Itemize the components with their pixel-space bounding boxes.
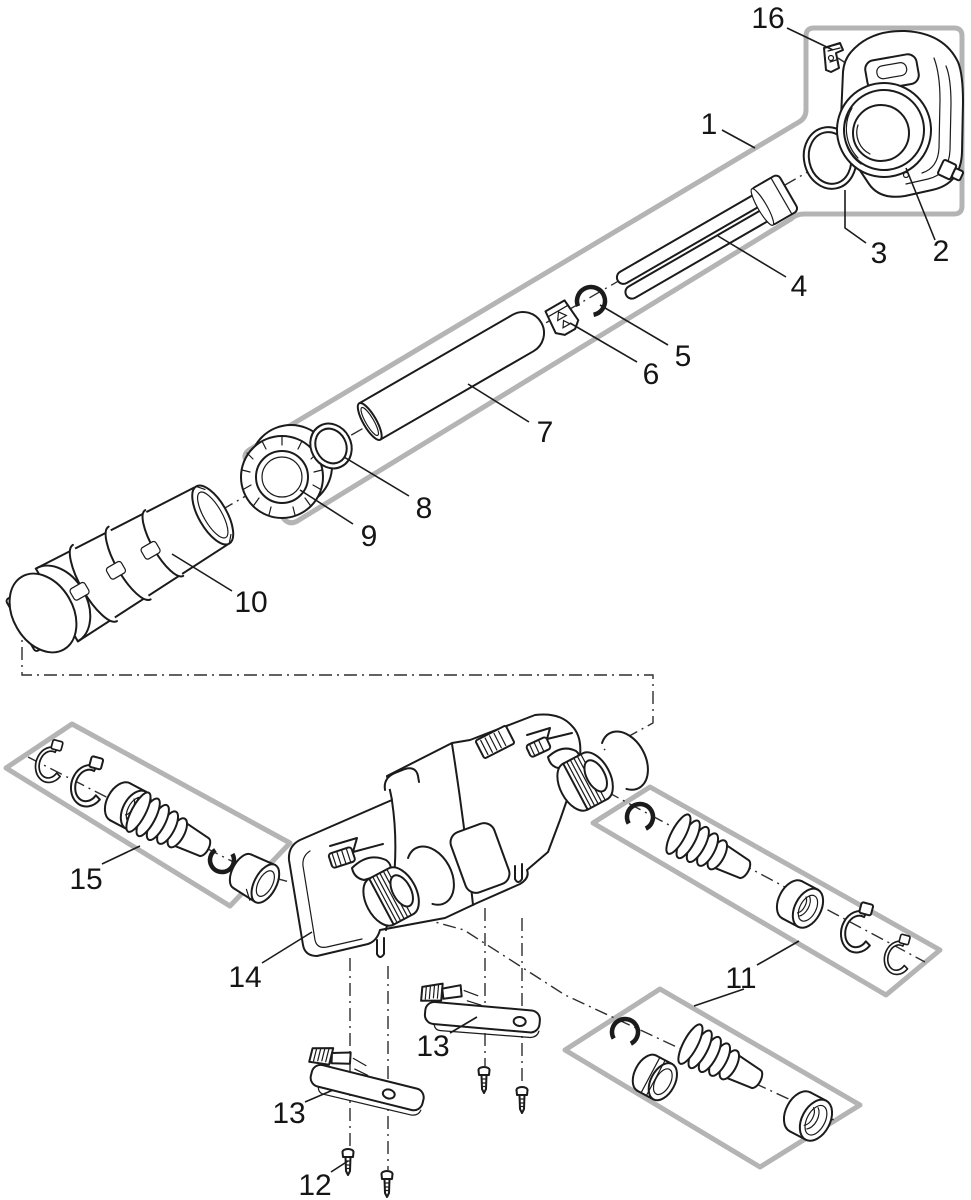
callout-10: 10 <box>234 586 268 619</box>
blind-cap <box>627 1050 683 1105</box>
group-11b-hose-kit <box>607 1014 838 1146</box>
callout-leaders <box>102 28 935 1172</box>
hose-clamp <box>836 899 880 956</box>
part-2-uvc-head <box>837 31 965 197</box>
stepped-hose-tail <box>674 1021 771 1100</box>
callout-1: 1 <box>700 108 718 141</box>
screw <box>382 1171 393 1197</box>
callout-13-lower: 13 <box>272 1097 306 1130</box>
callout-5: 5 <box>674 340 692 373</box>
callout-13-upper: 13 <box>416 1030 450 1063</box>
part-13-foot-lower <box>302 1043 430 1118</box>
callout-3: 3 <box>870 237 888 270</box>
part-14-housing <box>289 714 658 957</box>
callout-7: 7 <box>536 416 554 449</box>
rear-port-axis <box>585 780 925 962</box>
screw <box>343 1149 354 1175</box>
screw <box>479 1067 490 1093</box>
union-nut <box>777 1086 838 1146</box>
retaining-ring <box>622 799 658 835</box>
callout-9: 9 <box>360 520 378 553</box>
callout-4: 4 <box>790 270 808 303</box>
stud-front <box>377 938 384 957</box>
stepped-hose-tail <box>122 789 219 868</box>
callout-15: 15 <box>69 863 103 896</box>
callout-16: 16 <box>751 2 785 35</box>
callout-12: 12 <box>298 1169 332 1200</box>
hose-clamp <box>66 753 110 810</box>
callout-11: 11 <box>725 962 757 995</box>
callout-8: 8 <box>415 492 433 525</box>
group-11a-hose-kit <box>622 799 916 977</box>
stud-rear <box>515 864 522 882</box>
part-5-retaining-ring <box>573 283 609 319</box>
hose-clamp <box>32 737 69 786</box>
screw <box>517 1087 528 1113</box>
part-7-quartz-tube <box>354 304 552 443</box>
callout-2: 2 <box>932 235 950 268</box>
part-10-cleaning-rotor <box>0 470 247 666</box>
callout-6: 6 <box>642 358 660 391</box>
part-4-uvc-lamp <box>612 174 799 306</box>
callout-14: 14 <box>228 961 262 994</box>
